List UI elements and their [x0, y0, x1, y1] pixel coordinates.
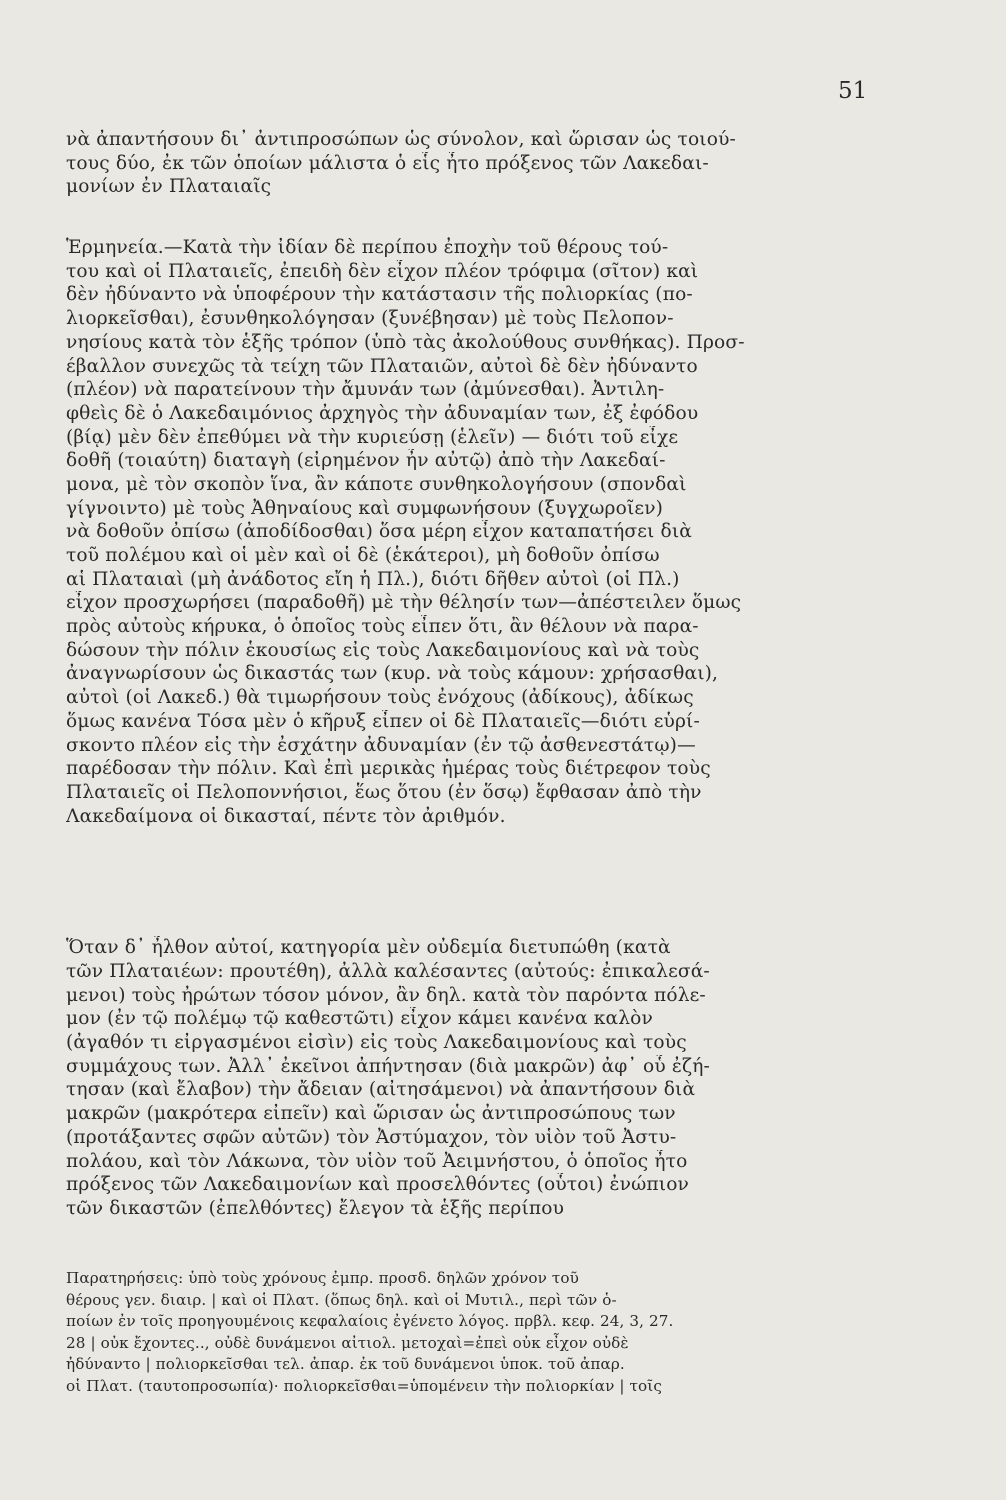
- text-line: ὅμως κανένα Τόσα μὲν ὁ κῆρυξ εἶπεν οἱ δὲ Πλαταιεῖς—διότι εὑρί-: [66, 710, 700, 732]
- text-line: έβαλλον συνεχῶς τὰ τείχη τῶν Πλαταιῶν, αὐτοὶ δὲ δὲν ἠδύναντο: [66, 355, 698, 377]
- footnote-line: 28 | οὐκ ἔχοντες.., οὐδὲ δυνάμενοι αἰτιολ. μετοχαὶ=ἐπεὶ οὐκ εἶχον οὐδὲ: [66, 1333, 629, 1352]
- text-line: τῶν Πλαταιέων: προυτέθη), ἀλλὰ καλέσαντες (αὐτούς: ἐπικαλεσά-: [66, 961, 710, 982]
- text-line: φθεὶς δὲ ὁ Λακεδαιμόνιος ἀρχηγὸς τὴν ἀδυναμίαν των, ἐξ ἐφόδου: [66, 402, 699, 424]
- text-line: γίγνοιντο) μὲ τοὺς Ἀθηναίους καὶ συμφωνήσουν (ξυγχωροῖεν): [66, 497, 664, 519]
- paragraph-2: [66, 236, 892, 899]
- text-line: (πλέον) νὰ παρατείνουν τὴν ἄμυνάν των (ἀμύνεσθαι). Ἀντιλη-: [66, 379, 665, 401]
- text-line: [66, 876, 892, 900]
- text-line: πολάου, καὶ τὸν Λάκωνα, τὸν υἱὸν τοῦ Ἀειμνήστου, ὁ ὁποῖος ἦτο: [66, 1150, 688, 1172]
- text-line: (προτάξαντες σφῶν αὐτῶν) τὸν Ἀστύμαχον, τὸν υἱὸν τοῦ Ἀστυ-: [66, 1126, 677, 1148]
- text-line: Λακεδαίμονα οἱ δικασταί, πέντε τὸν ἀριθμόν.: [66, 805, 506, 827]
- text-line: [66, 828, 892, 852]
- paragraph-3: [66, 936, 892, 1220]
- text-line: μον (ἐν τῷ πολέμῳ τῷ καθεστῶτι) εἶχον κάμει κανένα καλὸν: [66, 1008, 653, 1030]
- text-line: αὐτοὶ (οἱ Λακεδ.) θὰ τιμωρήσουν τοὺς ἐνόχους (ἀδίκους), ἀδίκως: [66, 687, 694, 709]
- text-line: τησαν (καὶ ἔλαβον) τὴν ἄδειαν (αἰτησάμενοι) νὰ ἀπαντήσουν διὰ: [66, 1079, 696, 1101]
- body-text: [66, 128, 892, 1221]
- text-line: Ἑρμηνεία.—Κατὰ τὴν ἰδίαν δὲ περίπου ἐποχὴν τοῦ θέρους τού-: [66, 237, 669, 259]
- text-line: μενοι) τοὺς ἠρώτων τόσον μόνον, ἂν δηλ. κατὰ τὸν παρόντα πόλε-: [66, 984, 706, 1006]
- text-line: δοθῆ (τοιαύτη) διαταγὴ (εἰρημένον ἦν αὐτῷ) ἀπὸ τὴν Λακεδαί-: [66, 450, 666, 472]
- text-line: νὰ δοθοῦν ὀπίσω (ἀποδίδοσθαι) ὅσα μέρη εἶχον καταπατήσει διὰ: [66, 521, 692, 543]
- text-line: μονα, μὲ τὸν σκοπὸν ἵνα, ἂν κάποτε συνθηκολογήσουν (σπονδαὶ: [66, 473, 687, 495]
- text-line: εἶχον προσχωρήσει (παραδοθῆ) μὲ τὴν θέλησίν των—ἀπέστειλεν ὅμως: [66, 592, 742, 614]
- text-line: πρόξενος τῶν Λακεδαιμονίων καὶ προσελθόντες (οὗτοι) ἐνώπιον: [66, 1174, 689, 1196]
- text-line: [66, 852, 892, 876]
- text-line: μακρῶν (μακρότερα εἰπεῖν) καὶ ὥρισαν ὡς ἀντιπροσώπους των: [66, 1103, 676, 1125]
- text-line: τους δύο, ἐκ τῶν ὁποίων μάλιστα ὁ εἷς ἦτο πρόξενος τῶν Λακεδαι-: [66, 152, 709, 174]
- text-line: δώσουν τὴν πόλιν ἑκουσίως εἰς τοὺς Λακεδαιμονίους καὶ νὰ τοὺς: [66, 639, 700, 661]
- footnotes: [66, 1268, 892, 1398]
- text-line: μονίων ἐν Πλαταιαῖς: [66, 176, 272, 198]
- text-line: (βίᾳ) μὲν δὲν ἐπεθύμει νὰ τὴν κυριεύσῃ (ἑλεῖν) — διότι τοῦ εἶχε: [66, 426, 679, 448]
- footnote-line: Παρατηρήσεις: ὑπὸ τοὺς χρόνους ἐμπρ. προσδ. δηλῶν χρόνον τοῦ: [66, 1269, 579, 1287]
- text-line: λιορκεῖσθαι), ἐσυνθηκολόγησαν (ξυνέβησαν) μὲ τοὺς Πελοπον-: [66, 308, 674, 330]
- paragraph-1: [66, 128, 892, 199]
- text-line: συμμάχους των. Ἀλλ᾿ ἐκεῖνοι ἀπήντησαν (διὰ μακρῶν) ἀφ᾿ οὗ ἐζή-: [66, 1055, 710, 1077]
- text-line: (ἀγαθόν τι εἰργασμένοι εἰσὶν) εἰς τοὺς Λακεδαιμονίους καὶ τοὺς: [66, 1032, 687, 1054]
- page-number: 51: [838, 78, 868, 104]
- footnote-line: ἠδύναντο | πολιορκεῖσθαι τελ. ἀπαρ. ἐκ τοῦ δυνάμενοι ὑποκ. τοῦ ἀπαρ.: [66, 1355, 625, 1374]
- text-line: ἀναγνωρίσουν ὡς δικαστάς των (κυρ. νὰ τοὺς κάμουν: χρήσασθαι),: [66, 663, 719, 685]
- text-line: δὲν ἠδύναντο νὰ ὑποφέρουν τὴν κατάστασιν τῆς πολιορκίας (πο-: [66, 284, 693, 306]
- text-line: τῶν δικαστῶν (ἐπελθόντες) ἔλεγον τὰ ἑξῆς περίπου: [66, 1197, 565, 1219]
- text-line: τοῦ πολέμου καὶ οἱ μὲν καὶ οἱ δὲ (ἑκάτεροι), μὴ δοθοῦν ὀπίσω: [66, 545, 660, 566]
- text-line: νὰ ἀπαντήσουν δι᾿ ἀντιπροσώπων ὡς σύνολον, καὶ ὥρισαν ὡς τοιού-: [66, 129, 736, 150]
- text-line: του καὶ οἱ Πλαταιεῖς, ἐπειδὴ δὲν εἶχον πλέον τρόφιμα (σῖτον) καὶ: [66, 260, 699, 282]
- footnote-line: θέρους γεν. διαιρ. | καὶ οἱ Πλατ. (ὅπως δηλ. καὶ οἱ Μυτιλ., περὶ τῶν ὁ-: [66, 1290, 617, 1309]
- footnote-line: οἱ Πλατ. (ταυτοπροσωπία)· πολιορκεῖσθαι=ὑπομένειν τὴν πολιορκίαν | τοῖς: [66, 1376, 662, 1395]
- text-line: πρὸς αὐτοὺς κήρυκα, ὁ ὁποῖος τοὺς εἶπεν ὅτι, ἂν θέλουν νὰ παρα-: [66, 616, 699, 638]
- text-line: νησίους κατὰ τὸν ἑξῆς τρόπον (ὑπὸ τὰς ἀκολούθους συνθήκας). Προσ-: [66, 331, 745, 353]
- text-line: Ὅταν δ᾿ ἦλθον αὐτοί, κατηγορία μὲν οὐδεμία διετυπώθη (κατὰ: [66, 937, 671, 959]
- footnote-line: ποίων ἐν τοῖς προηγουμένοις κεφαλαίοις ἐγένετο λόγος. πρβλ. κεφ. 24, 3, 27.: [66, 1312, 674, 1331]
- text-line: αἱ Πλαταιαὶ (μὴ ἀνάδοτος εἴη ἡ Πλ.), διότι δῆθεν αὐτοὶ (οἱ Πλ.): [66, 568, 680, 590]
- text-line: Πλαταιεῖς οἱ Πελοποννήσιοι, ἕως ὅτου (ἐν ὅσῳ) ἔφθασαν ἀπὸ τὴν: [66, 781, 702, 803]
- text-line: σκοντο πλέον εἰς τὴν ἐσχάτην ἀδυναμίαν (ἐν τῷ ἀσθενεστάτῳ)—: [66, 734, 696, 756]
- text-line: παρέδοσαν τὴν πόλιν. Καὶ ἐπὶ μερικὰς ἡμέρας τοὺς διέτρεφον τοὺς: [66, 758, 711, 780]
